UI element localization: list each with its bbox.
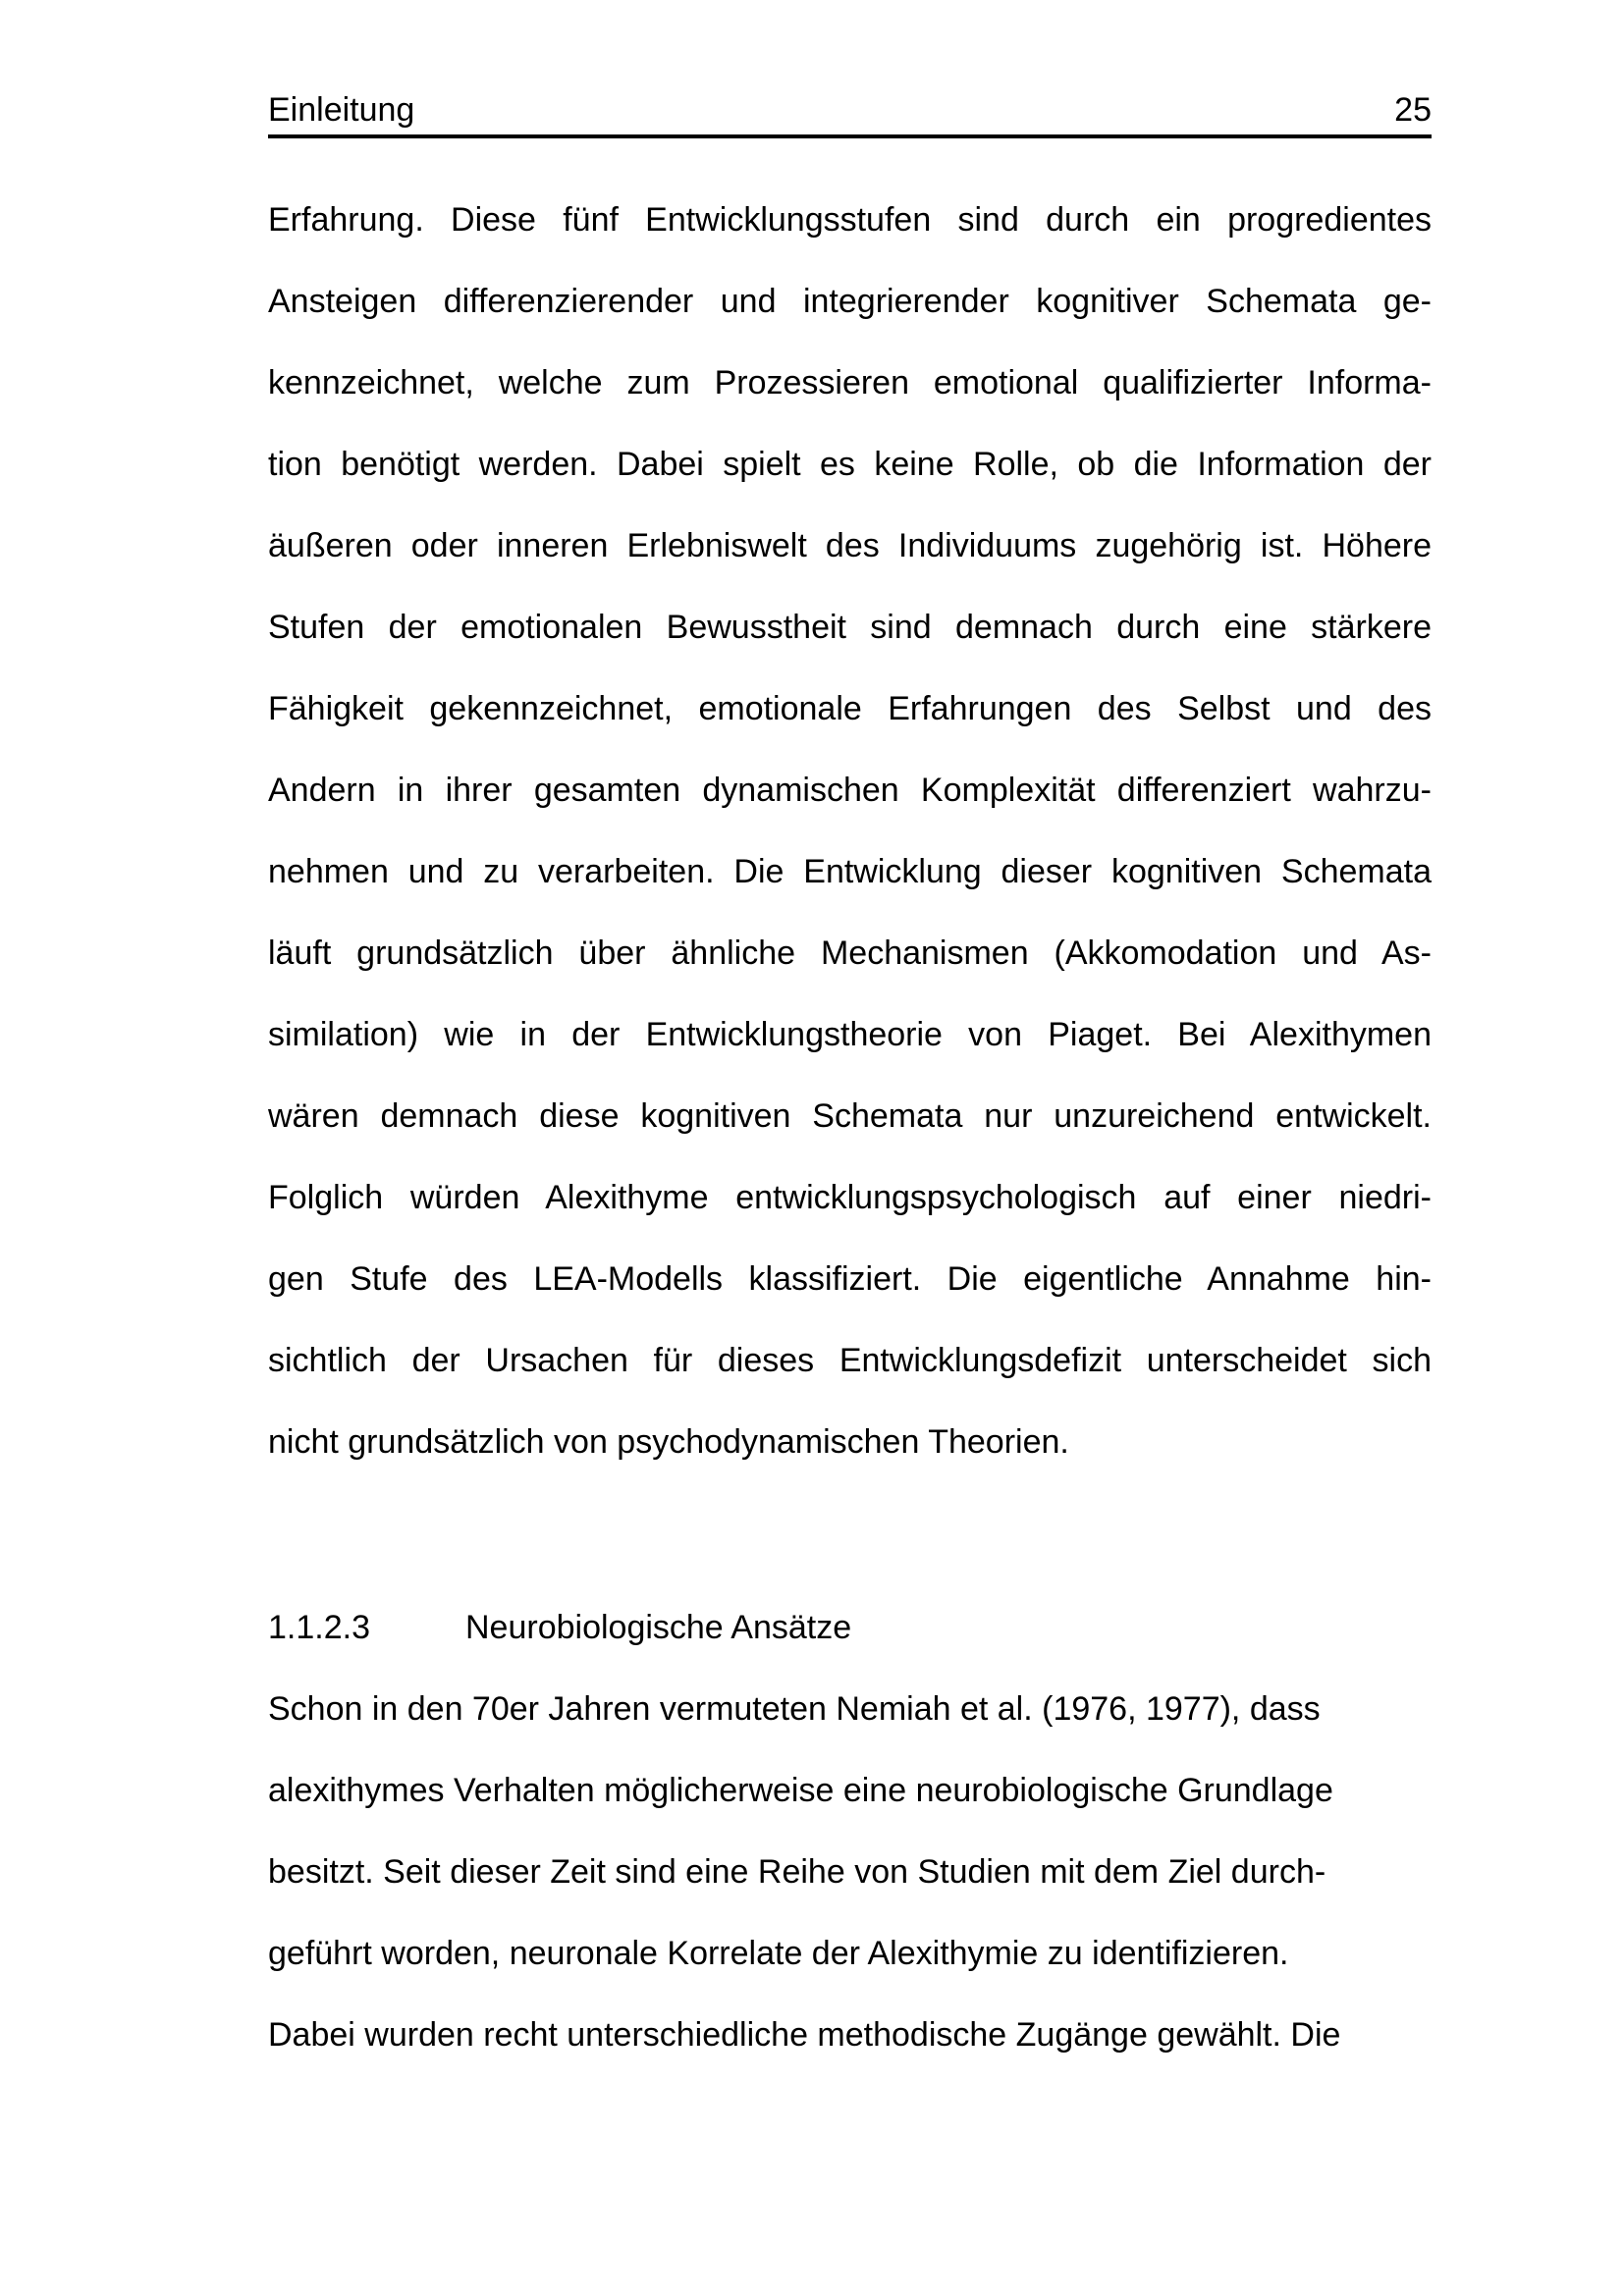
header-page-number: 25 [1394, 91, 1432, 129]
text-line: Stufen der emotionalen Bewusstheit sind demnach durch eine stärkere [268, 609, 1432, 646]
text-line: sichtlich der Ursachen für dieses Entwicklungsdefizit unterscheidet sich [268, 1342, 1432, 1379]
text-line: Erfahrung. Diese fünf Entwicklungsstufen sind durch ein progredientes [268, 201, 1432, 239]
text-line: gen Stufe des LEA-Modells klassifiziert. Die eigentliche Annahme hin- [268, 1260, 1432, 1298]
text-line: Ansteigen differenzierender und integrierender kognitiver Schemata ge- [268, 283, 1432, 320]
text-line: similation) wie in der Entwicklungstheorie von Piaget. Bei Alexithymen [268, 1016, 1432, 1053]
paragraph [268, 180, 1432, 1483]
text-line: alexithymes Verhalten möglicherweise eine neurobiologische Grundlage [268, 1772, 1333, 1809]
page-header [268, 90, 1432, 138]
text-line: Folglich würden Alexithyme entwicklungspsychologisch auf einer niedri- [268, 1179, 1432, 1216]
text-line: kennzeichnet, welche zum Prozessieren emotional qualifizierter Informa- [268, 364, 1432, 401]
heading-title: Neurobiologische Ansätze [465, 1609, 852, 1646]
text-line: nicht grundsätzlich von psychodynamischen Theorien. [268, 1423, 1069, 1461]
paragraph [268, 1669, 1432, 2076]
section-heading [268, 1587, 1432, 1669]
text-line: Andern in ihrer gesamten dynamischen Komplexität differenziert wahrzu- [268, 772, 1432, 809]
text-line: Dabei wurden recht unterschiedliche methodische Zugänge gewählt. Die [268, 2016, 1341, 2054]
text-line: läuft grundsätzlich über ähnliche Mechanismen (Akkomodation und As- [268, 934, 1432, 972]
text-line: äußeren oder inneren Erlebniswelt des Individuums zugehörig ist. Höhere [268, 527, 1432, 564]
text-line: besitzt. Seit dieser Zeit sind eine Reihe von Studien mit dem Ziel durch- [268, 1853, 1326, 1891]
text-line: Fähigkeit gekennzeichnet, emotionale Erfahrungen des Selbst und des [268, 690, 1432, 727]
header-section-title: Einleitung [268, 91, 415, 129]
text-line: geführt worden, neuronale Korrelate der Alexithymie zu identifizieren. [268, 1935, 1289, 1972]
heading-number: 1.1.2.3 [268, 1609, 370, 1646]
text-line: tion benötigt werden. Dabei spielt es keine Rolle, ob die Information der [268, 446, 1432, 483]
text-line: Schon in den 70er Jahren vermuteten Nemiah et al. (1976, 1977), dass [268, 1690, 1321, 1728]
body-text [268, 180, 1432, 2076]
text-line: wären demnach diese kognitiven Schemata nur unzureichend entwickelt. [268, 1097, 1432, 1135]
text-line: nehmen und zu verarbeiten. Die Entwicklung dieser kognitiven Schemata [268, 853, 1432, 890]
